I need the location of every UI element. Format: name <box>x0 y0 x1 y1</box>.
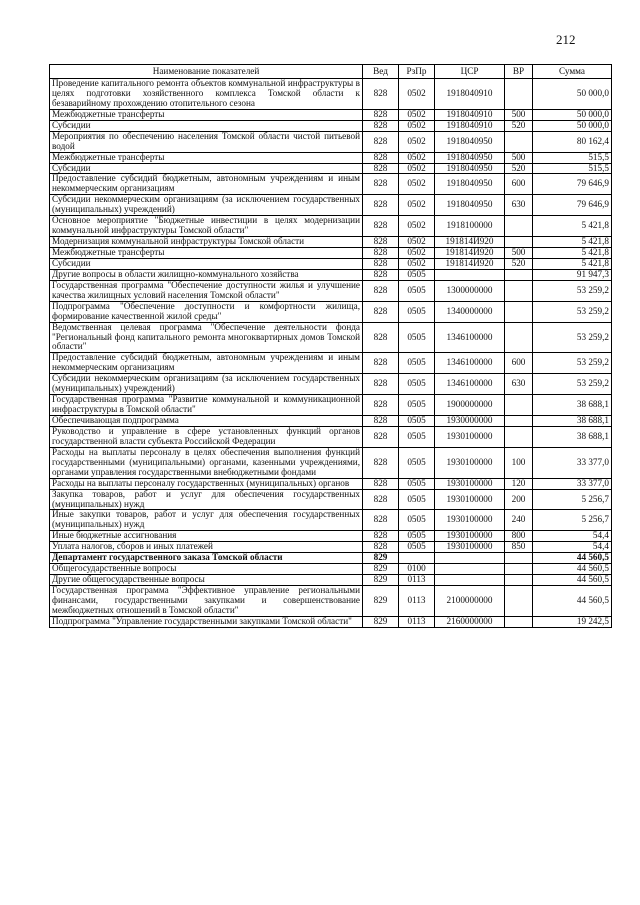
cell-rzpr: 0502 <box>399 174 435 195</box>
cell-csr: 1918040910 <box>435 120 505 131</box>
table-row <box>50 131 612 152</box>
header-rzpr: РзПр <box>399 65 435 79</box>
cell-name: Иные закупки товаров, работ и услуг для обеспечения государственных (муниципальных) нужд <box>50 510 363 531</box>
cell-vr <box>505 616 533 627</box>
cell-sum: 33 377,0 <box>533 478 612 489</box>
cell-csr <box>435 553 505 564</box>
cell-rzpr: 0502 <box>399 258 435 269</box>
cell-rzpr: 0502 <box>399 120 435 131</box>
cell-csr: 1930100000 <box>435 426 505 447</box>
cell-rzpr: 0505 <box>399 353 435 374</box>
cell-sum: 53 259,2 <box>533 374 612 395</box>
cell-name: Общегосударственные вопросы <box>50 564 363 575</box>
cell-ved: 829 <box>363 564 399 575</box>
cell-name: Предоставление субсидий бюджетным, автономным учреждениям и иным некоммерческим организациям <box>50 353 363 374</box>
cell-name: Государственная программа "Развитие коммунальной и коммуникационной инфраструктуры в Томской области" <box>50 395 363 416</box>
cell-rzpr: 0505 <box>399 510 435 531</box>
cell-sum: 54,4 <box>533 542 612 553</box>
cell-csr: 191814И920 <box>435 248 505 259</box>
cell-csr: 1930100000 <box>435 489 505 510</box>
cell-vr <box>505 575 533 586</box>
table-row <box>50 586 612 617</box>
cell-sum: 38 688,1 <box>533 416 612 427</box>
cell-ved: 828 <box>363 216 399 237</box>
cell-vr <box>505 322 533 353</box>
cell-rzpr: 0502 <box>399 195 435 216</box>
cell-rzpr: 0505 <box>399 489 435 510</box>
cell-ved: 828 <box>363 120 399 131</box>
cell-rzpr: 0502 <box>399 131 435 152</box>
cell-sum: 44 560,5 <box>533 553 612 564</box>
table-row <box>50 542 612 553</box>
cell-rzpr: 0100 <box>399 564 435 575</box>
cell-vr <box>505 586 533 617</box>
cell-csr <box>435 575 505 586</box>
cell-name: Мероприятия по обеспечению населения Томской области чистой питьевой водой <box>50 131 363 152</box>
cell-rzpr: 0113 <box>399 586 435 617</box>
cell-csr: 1918040910 <box>435 79 505 110</box>
cell-rzpr <box>399 553 435 564</box>
cell-ved: 828 <box>363 374 399 395</box>
cell-name: Проведение капитального ремонта объектов коммунальной инфраструктуры в целях подготовки хозяйственного комплекса Томской области к безаварийному прохождению отопительного сезона <box>50 79 363 110</box>
cell-ved: 828 <box>363 258 399 269</box>
header-name: Наименование показателей <box>50 65 363 79</box>
cell-vr: 100 <box>505 447 533 478</box>
cell-rzpr: 0505 <box>399 322 435 353</box>
cell-csr: 1900000000 <box>435 395 505 416</box>
cell-sum: 53 259,2 <box>533 322 612 353</box>
table-row <box>50 531 612 542</box>
cell-ved: 828 <box>363 237 399 248</box>
cell-csr: 2160000000 <box>435 616 505 627</box>
cell-name: Межбюджетные трансферты <box>50 248 363 259</box>
cell-name: Другие общегосударственные вопросы <box>50 575 363 586</box>
cell-vr: 600 <box>505 174 533 195</box>
cell-vr <box>505 395 533 416</box>
header-vr: ВР <box>505 65 533 79</box>
cell-csr: 2100000000 <box>435 586 505 617</box>
budget-table <box>49 64 612 628</box>
table-row <box>50 152 612 163</box>
cell-rzpr: 0505 <box>399 531 435 542</box>
cell-ved: 828 <box>363 248 399 259</box>
cell-sum: 5 421,8 <box>533 258 612 269</box>
cell-sum: 91 947,3 <box>533 269 612 280</box>
cell-name: Руководство и управление в сфере установленных функций органов государственной власти субъекта Российской Федерации <box>50 426 363 447</box>
table-row <box>50 237 612 248</box>
table-row <box>50 174 612 195</box>
cell-vr: 520 <box>505 163 533 174</box>
cell-name: Другие вопросы в области жилищно-коммунального хозяйства <box>50 269 363 280</box>
cell-vr: 630 <box>505 195 533 216</box>
cell-vr: 520 <box>505 258 533 269</box>
table-row <box>50 353 612 374</box>
cell-ved: 828 <box>363 395 399 416</box>
table-row <box>50 280 612 301</box>
cell-sum: 44 560,5 <box>533 564 612 575</box>
cell-name: Субсидии некоммерческим организациям (за исключением государственных (муниципальных) учреждений) <box>50 195 363 216</box>
cell-rzpr: 0502 <box>399 152 435 163</box>
cell-name: Основное мероприятие "Бюджетные инвестиции в целях модернизации коммунальной инфраструктуры Томской области" <box>50 216 363 237</box>
cell-ved: 828 <box>363 489 399 510</box>
cell-sum: 44 560,5 <box>533 586 612 617</box>
cell-name: Уплата налогов, сборов и иных платежей <box>50 542 363 553</box>
cell-ved: 829 <box>363 553 399 564</box>
cell-sum: 54,4 <box>533 531 612 542</box>
cell-sum: 50 000,0 <box>533 120 612 131</box>
table-row <box>50 447 612 478</box>
cell-ved: 828 <box>363 195 399 216</box>
cell-vr <box>505 131 533 152</box>
cell-ved: 828 <box>363 510 399 531</box>
cell-name: Государственная программа "Эффективное управление региональными финансами, государственными закупками и совершенствование межбюджетных отношений в Томской области" <box>50 586 363 617</box>
cell-rzpr: 0502 <box>399 109 435 120</box>
cell-ved: 828 <box>363 109 399 120</box>
cell-sum: 50 000,0 <box>533 79 612 110</box>
cell-rzpr: 0502 <box>399 248 435 259</box>
cell-csr: 1918040910 <box>435 109 505 120</box>
cell-rzpr: 0505 <box>399 374 435 395</box>
table-row <box>50 374 612 395</box>
cell-ved: 828 <box>363 542 399 553</box>
cell-vr: 800 <box>505 531 533 542</box>
cell-sum: 38 688,1 <box>533 395 612 416</box>
cell-vr <box>505 79 533 110</box>
cell-rzpr: 0505 <box>399 478 435 489</box>
cell-vr: 600 <box>505 353 533 374</box>
cell-ved: 828 <box>363 163 399 174</box>
cell-rzpr: 0505 <box>399 416 435 427</box>
cell-ved: 828 <box>363 416 399 427</box>
cell-name: Межбюджетные трансферты <box>50 109 363 120</box>
cell-rzpr: 0502 <box>399 216 435 237</box>
table-row <box>50 79 612 110</box>
cell-sum: 53 259,2 <box>533 301 612 322</box>
cell-name: Обеспечивающая подпрограмма <box>50 416 363 427</box>
table-row <box>50 120 612 131</box>
cell-sum: 515,5 <box>533 163 612 174</box>
table-row <box>50 109 612 120</box>
cell-name: Подпрограмма "Обеспечение доступности и комфортности жилища, формирование качественной жилой среды" <box>50 301 363 322</box>
cell-csr <box>435 269 505 280</box>
table-body <box>50 79 612 628</box>
cell-name: Департамент государственного заказа Томской области <box>50 553 363 564</box>
cell-vr: 120 <box>505 478 533 489</box>
cell-vr: 630 <box>505 374 533 395</box>
header-sum: Сумма <box>533 65 612 79</box>
table-row <box>50 258 612 269</box>
cell-vr <box>505 426 533 447</box>
cell-csr: 1918040950 <box>435 195 505 216</box>
cell-csr: 1918040950 <box>435 174 505 195</box>
cell-csr: 1930100000 <box>435 447 505 478</box>
table-row <box>50 322 612 353</box>
cell-name: Государственная программа "Обеспечение доступности жилья и улучшение качества жилищных условий населения Томской области" <box>50 280 363 301</box>
cell-vr <box>505 301 533 322</box>
cell-name: Субсидии <box>50 258 363 269</box>
cell-ved: 829 <box>363 575 399 586</box>
cell-rzpr: 0505 <box>399 269 435 280</box>
page-number: 212 <box>556 32 576 47</box>
cell-sum: 515,5 <box>533 152 612 163</box>
cell-sum: 44 560,5 <box>533 575 612 586</box>
table-row <box>50 216 612 237</box>
cell-ved: 828 <box>363 353 399 374</box>
cell-rzpr: 0505 <box>399 301 435 322</box>
cell-rzpr: 0502 <box>399 237 435 248</box>
cell-csr: 1346100000 <box>435 353 505 374</box>
cell-name: Межбюджетные трансферты <box>50 152 363 163</box>
cell-csr: 1930100000 <box>435 478 505 489</box>
cell-sum: 79 646,9 <box>533 195 612 216</box>
cell-sum: 5 421,8 <box>533 237 612 248</box>
cell-vr <box>505 416 533 427</box>
cell-sum: 5 421,8 <box>533 216 612 237</box>
cell-csr: 1930100000 <box>435 510 505 531</box>
cell-sum: 5 256,7 <box>533 510 612 531</box>
cell-csr: 191814И920 <box>435 237 505 248</box>
table-row <box>50 195 612 216</box>
cell-rzpr: 0113 <box>399 575 435 586</box>
cell-vr <box>505 216 533 237</box>
cell-vr: 850 <box>505 542 533 553</box>
cell-rzpr: 0505 <box>399 447 435 478</box>
cell-vr: 240 <box>505 510 533 531</box>
cell-ved: 828 <box>363 280 399 301</box>
cell-name: Субсидии <box>50 163 363 174</box>
cell-sum: 5 421,8 <box>533 248 612 259</box>
cell-rzpr: 0502 <box>399 163 435 174</box>
cell-csr: 1918040950 <box>435 131 505 152</box>
table-row <box>50 395 612 416</box>
table-row <box>50 510 612 531</box>
cell-csr: 1918040950 <box>435 152 505 163</box>
cell-ved: 828 <box>363 152 399 163</box>
cell-name: Иные бюджетные ассигнования <box>50 531 363 542</box>
cell-csr <box>435 564 505 575</box>
table-row <box>50 489 612 510</box>
cell-rzpr: 0113 <box>399 616 435 627</box>
cell-vr: 520 <box>505 120 533 131</box>
cell-sum: 38 688,1 <box>533 426 612 447</box>
cell-ved: 828 <box>363 131 399 152</box>
table-row <box>50 616 612 627</box>
cell-sum: 53 259,2 <box>533 353 612 374</box>
cell-csr: 1918100000 <box>435 216 505 237</box>
cell-ved: 829 <box>363 616 399 627</box>
table-row <box>50 248 612 259</box>
cell-sum: 5 256,7 <box>533 489 612 510</box>
cell-vr: 200 <box>505 489 533 510</box>
cell-csr: 191814И920 <box>435 258 505 269</box>
cell-ved: 828 <box>363 531 399 542</box>
cell-csr: 1930100000 <box>435 531 505 542</box>
cell-rzpr: 0505 <box>399 395 435 416</box>
table-row <box>50 553 612 564</box>
cell-ved: 828 <box>363 269 399 280</box>
cell-vr: 500 <box>505 152 533 163</box>
cell-csr: 1346100000 <box>435 374 505 395</box>
header-ved: Вед <box>363 65 399 79</box>
cell-vr <box>505 553 533 564</box>
header-csr: ЦСР <box>435 65 505 79</box>
cell-name: Расходы на выплаты персоналу в целях обеспечения выполнения функций государственными (муниципальными) органами, казенными учреждениями, органами управления государственными внебюджетными фондами <box>50 447 363 478</box>
cell-rzpr: 0502 <box>399 79 435 110</box>
cell-csr: 1340000000 <box>435 301 505 322</box>
cell-name: Расходы на выплаты персоналу государственных (муниципальных) органов <box>50 478 363 489</box>
cell-name: Субсидии некоммерческим организациям (за исключением государственных (муниципальных) учреждений) <box>50 374 363 395</box>
cell-rzpr: 0505 <box>399 542 435 553</box>
cell-csr: 1930100000 <box>435 542 505 553</box>
cell-csr: 1346100000 <box>435 322 505 353</box>
cell-name: Субсидии <box>50 120 363 131</box>
cell-sum: 79 646,9 <box>533 174 612 195</box>
cell-sum: 80 162,4 <box>533 131 612 152</box>
cell-vr: 500 <box>505 248 533 259</box>
cell-sum: 19 242,5 <box>533 616 612 627</box>
table-header-row <box>50 65 612 79</box>
cell-name: Подпрограмма "Управление государственными закупками Томской области" <box>50 616 363 627</box>
cell-ved: 828 <box>363 301 399 322</box>
table-row <box>50 564 612 575</box>
cell-name: Предоставление субсидий бюджетным, автономным учреждениям и иным некоммерческим организациям <box>50 174 363 195</box>
cell-ved: 828 <box>363 478 399 489</box>
table-row <box>50 301 612 322</box>
cell-vr <box>505 564 533 575</box>
cell-name: Ведомственная целевая программа "Обеспечение деятельности фонда "Региональный фонд капитального ремонта многоквартирных домов Томской области" <box>50 322 363 353</box>
cell-vr <box>505 280 533 301</box>
cell-vr <box>505 237 533 248</box>
cell-rzpr: 0505 <box>399 426 435 447</box>
cell-csr: 1930000000 <box>435 416 505 427</box>
cell-sum: 50 000,0 <box>533 109 612 120</box>
table-row <box>50 269 612 280</box>
cell-sum: 33 377,0 <box>533 447 612 478</box>
cell-vr <box>505 269 533 280</box>
cell-ved: 828 <box>363 322 399 353</box>
table-row <box>50 478 612 489</box>
cell-csr: 1300000000 <box>435 280 505 301</box>
table-row <box>50 163 612 174</box>
cell-sum: 53 259,2 <box>533 280 612 301</box>
cell-name: Закупка товаров, работ и услуг для обеспечения государственных (муниципальных) нужд <box>50 489 363 510</box>
cell-name: Модернизация коммунальной инфраструктуры Томской области <box>50 237 363 248</box>
table-row <box>50 575 612 586</box>
cell-vr: 500 <box>505 109 533 120</box>
cell-ved: 828 <box>363 447 399 478</box>
cell-ved: 828 <box>363 174 399 195</box>
table-row <box>50 416 612 427</box>
cell-ved: 828 <box>363 426 399 447</box>
cell-rzpr: 0505 <box>399 280 435 301</box>
cell-ved: 829 <box>363 586 399 617</box>
cell-ved: 828 <box>363 79 399 110</box>
cell-csr: 1918040950 <box>435 163 505 174</box>
table-row <box>50 426 612 447</box>
